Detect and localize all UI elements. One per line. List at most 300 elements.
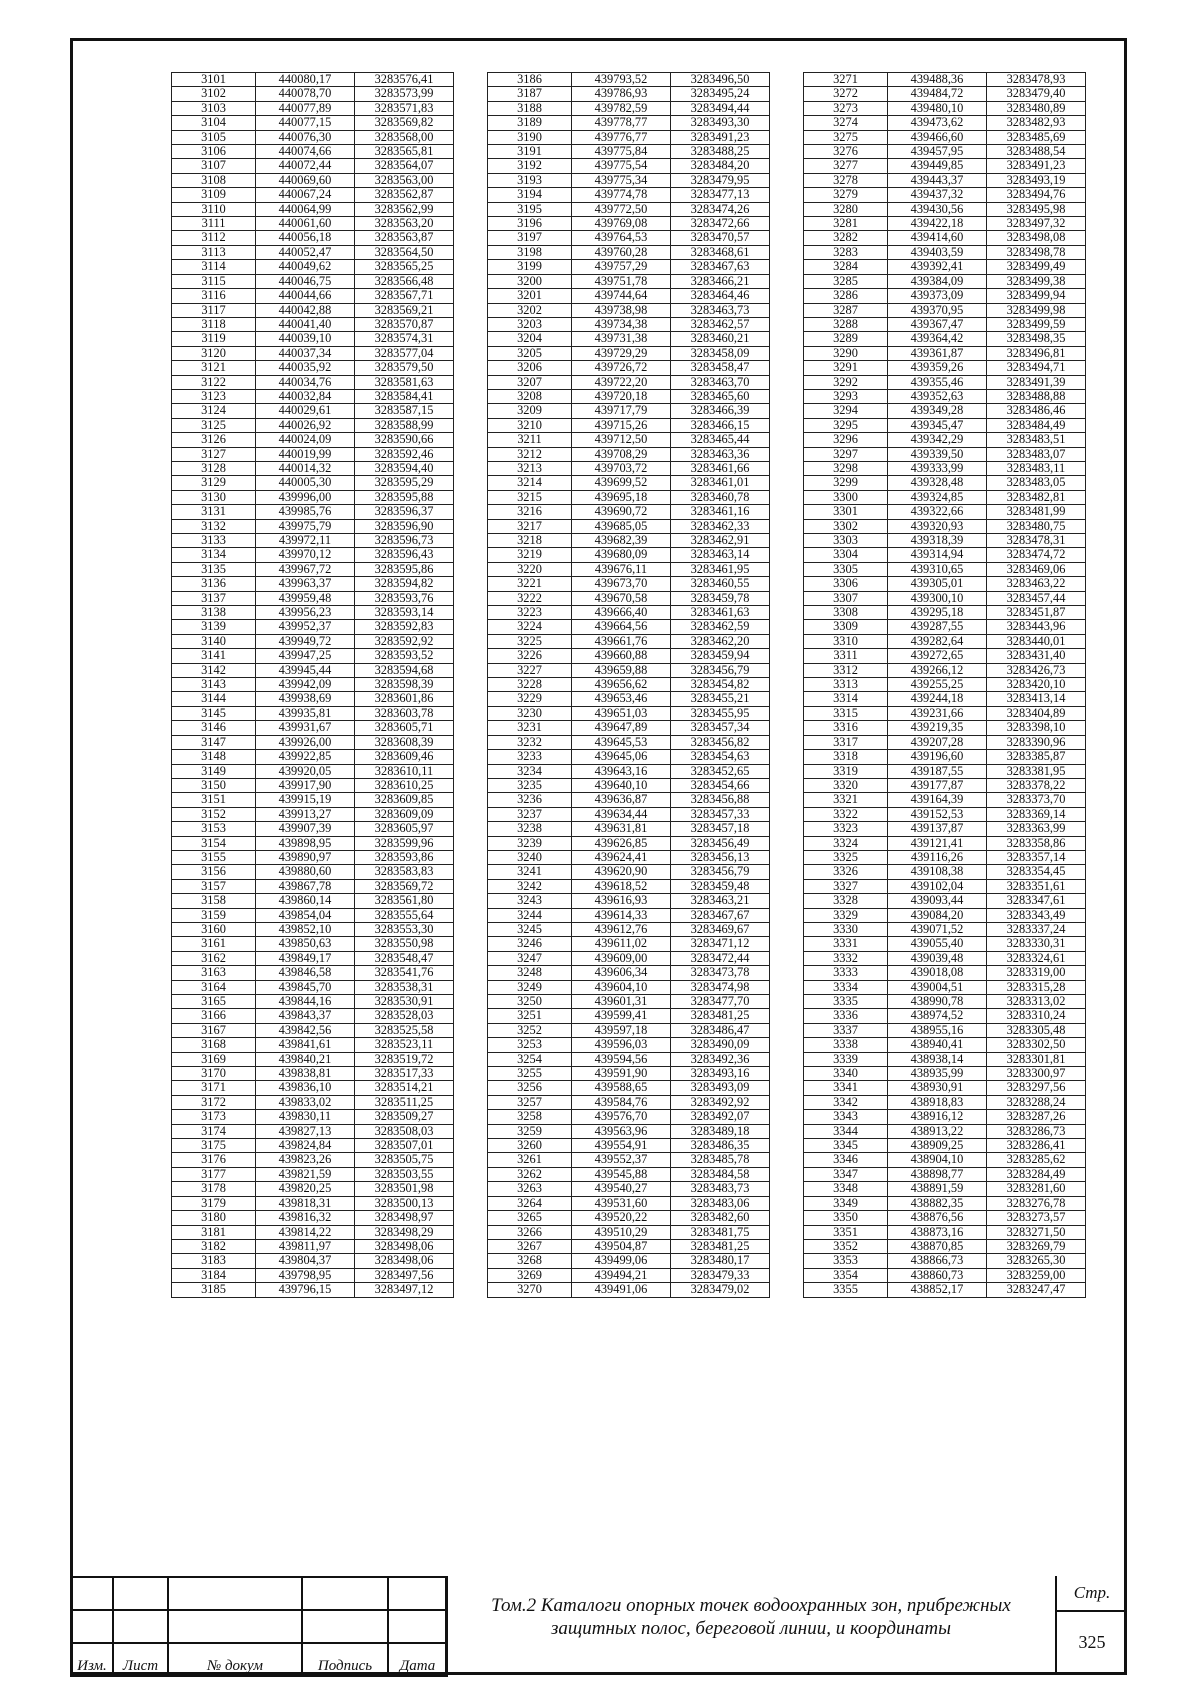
y-coordinate: 3283577,04	[355, 346, 454, 360]
point-number: 3106	[172, 145, 256, 159]
y-coordinate: 3283498,29	[355, 1225, 454, 1239]
y-coordinate: 3283608,39	[355, 735, 454, 749]
table-row	[172, 764, 454, 778]
point-number: 3284	[804, 260, 888, 274]
table-row	[488, 1254, 770, 1268]
point-number: 3347	[804, 1167, 888, 1181]
x-coordinate: 439703,72	[572, 461, 671, 475]
point-number: 3338	[804, 1038, 888, 1052]
y-coordinate: 3283594,68	[355, 663, 454, 677]
y-coordinate: 3283486,46	[987, 404, 1086, 418]
table-row	[488, 173, 770, 187]
x-coordinate: 439554,91	[572, 1139, 671, 1153]
table-row	[172, 375, 454, 389]
y-coordinate: 3283467,67	[671, 908, 770, 922]
x-coordinate: 439609,00	[572, 951, 671, 965]
table-row	[172, 778, 454, 792]
point-number: 3144	[172, 692, 256, 706]
point-number: 3152	[172, 807, 256, 821]
point-number: 3264	[488, 1196, 572, 1210]
y-coordinate: 3283456,13	[671, 850, 770, 864]
table-row	[488, 721, 770, 735]
y-coordinate: 3283460,21	[671, 332, 770, 346]
y-coordinate: 3283319,00	[987, 966, 1086, 980]
x-coordinate: 439616,93	[572, 894, 671, 908]
y-coordinate: 3283287,26	[987, 1110, 1086, 1124]
x-coordinate: 439860,14	[256, 894, 355, 908]
table-row	[172, 173, 454, 187]
table-row	[488, 1167, 770, 1181]
y-coordinate: 3283593,52	[355, 649, 454, 663]
table-row	[804, 260, 1086, 274]
table-row	[488, 735, 770, 749]
point-number: 3251	[488, 1009, 572, 1023]
table-row	[804, 490, 1086, 504]
coordinate-table-1	[171, 72, 454, 1298]
table-row	[172, 1009, 454, 1023]
table-row	[488, 1052, 770, 1066]
x-coordinate: 439956,23	[256, 606, 355, 620]
y-coordinate: 3283463,36	[671, 447, 770, 461]
point-number: 3229	[488, 692, 572, 706]
table-row	[488, 750, 770, 764]
y-coordinate: 3283496,81	[987, 346, 1086, 360]
stamp-label-date: Дата	[388, 1643, 447, 1676]
x-coordinate: 439651,03	[572, 706, 671, 720]
table-row	[804, 505, 1086, 519]
point-number: 3334	[804, 980, 888, 994]
x-coordinate: 439414,60	[888, 231, 987, 245]
point-number: 3273	[804, 101, 888, 115]
point-number: 3167	[172, 1023, 256, 1037]
table-row	[488, 850, 770, 864]
table-row	[172, 591, 454, 605]
table-row	[804, 217, 1086, 231]
y-coordinate: 3283488,88	[987, 389, 1086, 403]
point-number: 3296	[804, 433, 888, 447]
table-row	[488, 980, 770, 994]
table-row	[488, 706, 770, 720]
table-row	[488, 447, 770, 461]
x-coordinate: 440029,61	[256, 404, 355, 418]
y-coordinate: 3283461,16	[671, 505, 770, 519]
table-row	[172, 793, 454, 807]
point-number: 3227	[488, 663, 572, 677]
point-number: 3224	[488, 620, 572, 634]
y-coordinate: 3283466,15	[671, 418, 770, 432]
point-number: 3184	[172, 1268, 256, 1282]
x-coordinate: 440078,70	[256, 87, 355, 101]
point-number: 3181	[172, 1225, 256, 1239]
table-row	[172, 346, 454, 360]
x-coordinate: 438938,14	[888, 1052, 987, 1066]
y-coordinate: 3283431,40	[987, 649, 1086, 663]
point-number: 3319	[804, 764, 888, 778]
y-coordinate: 3283499,59	[987, 317, 1086, 331]
table-row	[804, 245, 1086, 259]
point-number: 3206	[488, 361, 572, 375]
y-coordinate: 3283459,78	[671, 591, 770, 605]
point-number: 3261	[488, 1153, 572, 1167]
x-coordinate: 439295,18	[888, 606, 987, 620]
x-coordinate: 439364,42	[888, 332, 987, 346]
x-coordinate: 439588,65	[572, 1081, 671, 1095]
point-number: 3212	[488, 447, 572, 461]
x-coordinate: 439744,64	[572, 289, 671, 303]
table-row	[804, 1254, 1086, 1268]
x-coordinate: 438935,99	[888, 1067, 987, 1081]
table-row	[172, 101, 454, 115]
x-coordinate: 439938,69	[256, 692, 355, 706]
point-number: 3303	[804, 534, 888, 548]
x-coordinate: 439849,17	[256, 951, 355, 965]
x-coordinate: 439751,78	[572, 274, 671, 288]
x-coordinate: 439594,56	[572, 1052, 671, 1066]
x-coordinate: 439324,85	[888, 490, 987, 504]
y-coordinate: 3283259,00	[987, 1268, 1086, 1282]
point-number: 3327	[804, 879, 888, 893]
x-coordinate: 439320,93	[888, 519, 987, 533]
y-coordinate: 3283479,95	[671, 173, 770, 187]
x-coordinate: 439643,16	[572, 764, 671, 778]
y-coordinate: 3283523,11	[355, 1038, 454, 1052]
y-coordinate: 3283493,19	[987, 173, 1086, 187]
x-coordinate: 439786,93	[572, 87, 671, 101]
point-number: 3156	[172, 865, 256, 879]
table-row	[172, 1182, 454, 1196]
x-coordinate: 440039,10	[256, 332, 355, 346]
table-row	[804, 1110, 1086, 1124]
point-number: 3182	[172, 1239, 256, 1253]
x-coordinate: 439775,34	[572, 173, 671, 187]
y-coordinate: 3283463,70	[671, 375, 770, 389]
x-coordinate: 439620,90	[572, 865, 671, 879]
table-row	[804, 317, 1086, 331]
point-number: 3289	[804, 332, 888, 346]
table-row	[488, 389, 770, 403]
x-coordinate: 439846,58	[256, 966, 355, 980]
y-coordinate: 3283301,81	[987, 1052, 1086, 1066]
table-row	[804, 1067, 1086, 1081]
x-coordinate: 439102,04	[888, 879, 987, 893]
point-number: 3348	[804, 1182, 888, 1196]
point-number: 3110	[172, 202, 256, 216]
x-coordinate: 439850,63	[256, 937, 355, 951]
x-coordinate: 439708,29	[572, 447, 671, 461]
table-row	[488, 1283, 770, 1297]
table-row	[804, 116, 1086, 130]
point-number: 3258	[488, 1110, 572, 1124]
point-number: 3165	[172, 995, 256, 1009]
point-number: 3176	[172, 1153, 256, 1167]
table-row	[804, 865, 1086, 879]
stamp-label-change: Изм.	[71, 1643, 113, 1676]
x-coordinate: 439359,26	[888, 361, 987, 375]
y-coordinate: 3283486,35	[671, 1139, 770, 1153]
point-number: 3253	[488, 1038, 572, 1052]
point-number: 3164	[172, 980, 256, 994]
page-cell	[1055, 1576, 1127, 1675]
x-coordinate: 439093,44	[888, 894, 987, 908]
y-coordinate: 3283466,21	[671, 274, 770, 288]
x-coordinate: 439480,10	[888, 101, 987, 115]
y-coordinate: 3283562,99	[355, 202, 454, 216]
y-coordinate: 3283452,65	[671, 764, 770, 778]
y-coordinate: 3283495,24	[671, 87, 770, 101]
table-row	[804, 836, 1086, 850]
x-coordinate: 438930,91	[888, 1081, 987, 1095]
table-row	[488, 894, 770, 908]
table-row	[172, 562, 454, 576]
y-coordinate: 3283458,09	[671, 346, 770, 360]
point-number: 3166	[172, 1009, 256, 1023]
point-number: 3225	[488, 634, 572, 648]
point-number: 3354	[804, 1268, 888, 1282]
x-coordinate: 440080,17	[256, 73, 355, 87]
table-row	[488, 274, 770, 288]
table-row	[488, 245, 770, 259]
y-coordinate: 3283484,20	[671, 159, 770, 173]
table-row	[172, 159, 454, 173]
x-coordinate: 439430,56	[888, 202, 987, 216]
x-coordinate: 439854,04	[256, 908, 355, 922]
x-coordinate: 439926,00	[256, 735, 355, 749]
y-coordinate: 3283462,91	[671, 534, 770, 548]
table-row	[488, 879, 770, 893]
table-row	[172, 1023, 454, 1037]
y-coordinate: 3283466,39	[671, 404, 770, 418]
y-coordinate: 3283548,47	[355, 951, 454, 965]
point-number: 3262	[488, 1167, 572, 1181]
table-row	[804, 577, 1086, 591]
point-number: 3153	[172, 822, 256, 836]
table-row	[488, 217, 770, 231]
x-coordinate: 439084,20	[888, 908, 987, 922]
y-coordinate: 3283492,92	[671, 1095, 770, 1109]
x-coordinate: 439634,44	[572, 807, 671, 821]
y-coordinate: 3283565,25	[355, 260, 454, 274]
table-row	[172, 966, 454, 980]
y-coordinate: 3283483,06	[671, 1196, 770, 1210]
y-coordinate: 3283609,09	[355, 807, 454, 821]
x-coordinate: 439437,32	[888, 188, 987, 202]
y-coordinate: 3283574,31	[355, 332, 454, 346]
point-number: 3290	[804, 346, 888, 360]
x-coordinate: 440056,18	[256, 231, 355, 245]
y-coordinate: 3283457,44	[987, 591, 1086, 605]
point-number: 3314	[804, 692, 888, 706]
table-row	[488, 1182, 770, 1196]
table-row	[172, 231, 454, 245]
table-row	[804, 764, 1086, 778]
point-number: 3133	[172, 534, 256, 548]
table-row	[488, 1196, 770, 1210]
x-coordinate: 439778,77	[572, 116, 671, 130]
table-row	[804, 1023, 1086, 1037]
point-number: 3216	[488, 505, 572, 519]
y-coordinate: 3283590,66	[355, 433, 454, 447]
x-coordinate: 439631,81	[572, 822, 671, 836]
table-row	[488, 778, 770, 792]
y-coordinate: 3283363,99	[987, 822, 1086, 836]
point-number: 3114	[172, 260, 256, 274]
point-number: 3288	[804, 317, 888, 331]
table-row	[804, 663, 1086, 677]
table-row	[804, 231, 1086, 245]
point-number: 3306	[804, 577, 888, 591]
x-coordinate: 439606,34	[572, 966, 671, 980]
x-coordinate: 439314,94	[888, 548, 987, 562]
point-number: 3129	[172, 476, 256, 490]
y-coordinate: 3283498,06	[355, 1239, 454, 1253]
table-row	[804, 1038, 1086, 1052]
y-coordinate: 3283493,09	[671, 1081, 770, 1095]
point-number: 3159	[172, 908, 256, 922]
x-coordinate: 439975,79	[256, 519, 355, 533]
x-coordinate: 439775,54	[572, 159, 671, 173]
table-row	[172, 433, 454, 447]
table-row	[804, 476, 1086, 490]
point-number: 3135	[172, 562, 256, 576]
y-coordinate: 3283463,14	[671, 548, 770, 562]
table-row	[172, 577, 454, 591]
point-number: 3255	[488, 1067, 572, 1081]
x-coordinate: 439563,96	[572, 1124, 671, 1138]
x-coordinate: 439540,27	[572, 1182, 671, 1196]
table-row	[172, 995, 454, 1009]
x-coordinate: 439917,90	[256, 778, 355, 792]
point-number: 3183	[172, 1254, 256, 1268]
table-row	[488, 476, 770, 490]
y-coordinate: 3283455,95	[671, 706, 770, 720]
table-row	[804, 1225, 1086, 1239]
point-number: 3298	[804, 461, 888, 475]
table-row	[488, 951, 770, 965]
point-number: 3203	[488, 317, 572, 331]
point-number: 3112	[172, 231, 256, 245]
point-number: 3138	[172, 606, 256, 620]
table-row	[172, 303, 454, 317]
table-row	[804, 649, 1086, 663]
point-number: 3321	[804, 793, 888, 807]
stamp-label-document: № докум	[168, 1643, 302, 1676]
table-row	[172, 606, 454, 620]
point-number: 3157	[172, 879, 256, 893]
x-coordinate: 439935,81	[256, 706, 355, 720]
x-coordinate: 439531,60	[572, 1196, 671, 1210]
table-row	[488, 505, 770, 519]
y-coordinate: 3283609,85	[355, 793, 454, 807]
point-number: 3270	[488, 1283, 572, 1297]
y-coordinate: 3283491,23	[671, 130, 770, 144]
point-number: 3316	[804, 721, 888, 735]
y-coordinate: 3283482,60	[671, 1211, 770, 1225]
point-number: 3137	[172, 591, 256, 605]
y-coordinate: 3283494,44	[671, 101, 770, 115]
point-number: 3281	[804, 217, 888, 231]
x-coordinate: 439640,10	[572, 778, 671, 792]
point-number: 3340	[804, 1067, 888, 1081]
point-number: 3242	[488, 879, 572, 893]
x-coordinate: 439661,76	[572, 634, 671, 648]
x-coordinate: 439931,67	[256, 721, 355, 735]
table-row	[488, 130, 770, 144]
x-coordinate: 440077,15	[256, 116, 355, 130]
x-coordinate: 438913,22	[888, 1124, 987, 1138]
x-coordinate: 440069,60	[256, 173, 355, 187]
table-row	[804, 1167, 1086, 1181]
table-row	[488, 1124, 770, 1138]
point-number: 3245	[488, 922, 572, 936]
table-row	[172, 1225, 454, 1239]
y-coordinate: 3283596,73	[355, 534, 454, 548]
point-number: 3215	[488, 490, 572, 504]
x-coordinate: 438940,41	[888, 1038, 987, 1052]
x-coordinate: 439833,02	[256, 1095, 355, 1109]
y-coordinate: 3283488,25	[671, 145, 770, 159]
point-number: 3122	[172, 375, 256, 389]
point-number: 3201	[488, 289, 572, 303]
point-number: 3295	[804, 418, 888, 432]
y-coordinate: 3283499,38	[987, 274, 1086, 288]
x-coordinate: 440005,30	[256, 476, 355, 490]
y-coordinate: 3283413,14	[987, 692, 1086, 706]
point-number: 3254	[488, 1052, 572, 1066]
y-coordinate: 3283451,87	[987, 606, 1086, 620]
table-row	[172, 1283, 454, 1297]
point-number: 3147	[172, 735, 256, 749]
y-coordinate: 3283381,95	[987, 764, 1086, 778]
point-number: 3259	[488, 1124, 572, 1138]
x-coordinate: 438891,59	[888, 1182, 987, 1196]
y-coordinate: 3283498,06	[355, 1254, 454, 1268]
x-coordinate: 439836,10	[256, 1081, 355, 1095]
x-coordinate: 440061,60	[256, 217, 355, 231]
x-coordinate: 438898,77	[888, 1167, 987, 1181]
table-row	[488, 317, 770, 331]
table-row	[488, 995, 770, 1009]
point-number: 3120	[172, 346, 256, 360]
point-number: 3355	[804, 1283, 888, 1297]
point-number: 3223	[488, 606, 572, 620]
point-number: 3277	[804, 159, 888, 173]
table-row	[804, 879, 1086, 893]
point-number: 3102	[172, 87, 256, 101]
table-row	[172, 73, 454, 87]
table-row	[804, 404, 1086, 418]
point-number: 3276	[804, 145, 888, 159]
y-coordinate: 3283610,25	[355, 778, 454, 792]
table-row	[488, 1239, 770, 1253]
point-number: 3127	[172, 447, 256, 461]
point-number: 3185	[172, 1283, 256, 1297]
y-coordinate: 3283485,69	[987, 130, 1086, 144]
y-coordinate: 3283343,49	[987, 908, 1086, 922]
table-row	[804, 562, 1086, 576]
y-coordinate: 3283497,32	[987, 217, 1086, 231]
y-coordinate: 3283481,25	[671, 1009, 770, 1023]
point-number: 3151	[172, 793, 256, 807]
point-number: 3142	[172, 663, 256, 677]
point-number: 3274	[804, 116, 888, 130]
point-number: 3333	[804, 966, 888, 980]
table-row	[172, 1095, 454, 1109]
point-number: 3345	[804, 1139, 888, 1153]
x-coordinate: 438876,56	[888, 1211, 987, 1225]
table-row	[488, 461, 770, 475]
point-number: 3265	[488, 1211, 572, 1225]
x-coordinate: 439318,39	[888, 534, 987, 548]
